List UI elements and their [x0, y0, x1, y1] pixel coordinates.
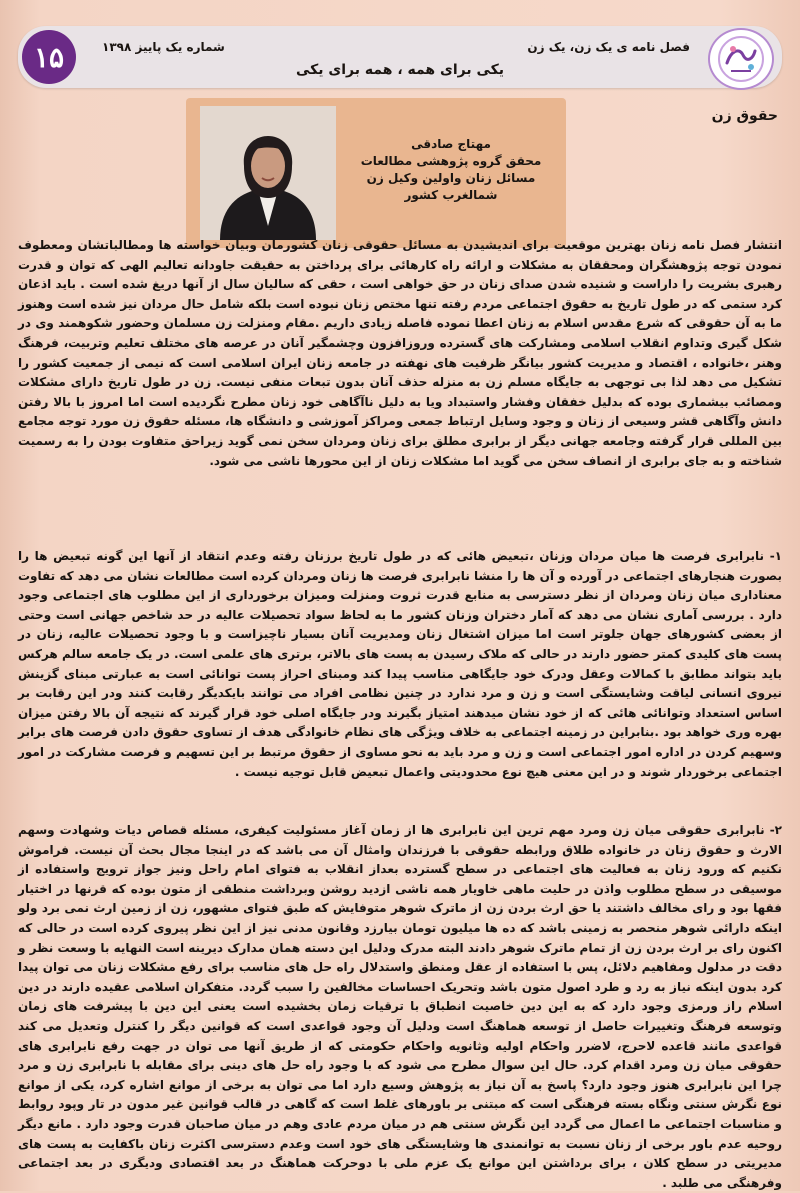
author-credits [346, 136, 556, 204]
author-portrait-icon [200, 106, 336, 240]
magazine-logo [708, 28, 774, 90]
author-box [186, 98, 566, 248]
paragraph-opportunity-inequality: ۱- نابرابری فرصت ها میان مردان وزنان ،تبعیض هائی که در طول تاریخ برزنان رفته وعدم انتقاد از آنها این گونه تبعیض ها را بصورت هنجارهای اجتماعی در آورده و آن ها را منشا نابرابری فرصت ها زنان ومردان کرده است مطالعات نشان می دهد که تفاوت معناداری میان زنان ومردان از نظر دسترسی به منابع قدرت ثروت ومنزلت ومیزان برخورداری از این مطلوب های اجتماعی وجود دارد . بررسی آماری نشان می دهد که آمار دختران وزنان کشور ما به لحاظ سواد تحصیلات عالیه در حد شاخص جهانی است وحتی از بعضی کشورهای جهان جلوتر است اما میزان اشتغال زنان ومدیریت آنان بسیار ناچیزاست و با وجود تحصیلات عالیه، زنان در پست های کلیدی کمتر حضور دارند در حالی که ملاک رسیدن به پست های بالاتر، برتری های علمی است. در یک جامعه سالم هرکس باید بتواند مطابق با کمالات وعقل ودرک خود جایگاهی مناسب پیدا کند ومبنای احراز پست توانائی است به عبارتی مبنای گزینش نیروی انسانی لیاقت وشایستگی است و زن و مرد ندارد در چنین نظامی افراد می توانند بایکدیگر رقابت کنند ودر این رقابت بر اساس استعداد وتوانائی هائی که از خود نشان میدهند امتیاز بگیرند ودر جایگاه اصلی خود قرار گیرند که نتیجه آن بالا رفتن میزان بهره وری خواهد بود .بنابراین در زمینه اجتماعی به خلاف ویژگی های نظام خانوادگی هدف از تساوی حقوق دادن فرصت های برابر وسهیم کردن در اداره امور اجتماعی است و زن و مرد باید به نحو مساوی از حقوق مرتبط بر این تسهیم و فرصت مشارکت در امور اجتماعی برخوردار شوند و در این معنی هیچ نوع محدودیتی واعمال تبعیض قابل توجیه نیست . [18, 549, 782, 779]
logo-icon [713, 33, 769, 85]
author-role-line1: محقق گروه پژوهشی مطالعات [360, 154, 542, 168]
page-header [18, 26, 782, 88]
page-number: ۱۵ [22, 30, 76, 84]
paragraph-legal-inequality: ۲- نابرابری حقوقی میان زن ومرد مهم ترین این نابرابری ها از زمان آغاز مسئولیت کیفری، مسئله قصاص دیات وشهادت وسهم الارث و حقوق زنان در خانواده طلاق ورابطه حقوقی با فرزندان وامثال آن می باشد که در اینجا مجال بحث آن نیست. فراموش نکنیم که ورود زنان به فعالیت های اجتماعی در سطح گسترده بعداز انقلاب به فتوای امام راحل ونیز جواز ترویج واستفاده از موسیقی در سطح مطلوب واذن در حلیت ماهی خاویار همه ناشی ازدید روشن وبرداشت منطقی از متون بوده که قرنها در اختیار فقها بود و رای مخالف داشتند یا حق ارث بردن زن از ماترک شوهر متوفایش که طبق فتوای مشهور، زن از زمین ارث نمی برد ولو اینکه دارائی شوهر منحصر به زمینی باشد که ده ها میلیون تومان بیارزد وقانون مدنی نیز از این نظر پیروی کرده است در حالی که اکنون رای بر ارث بردن زن از تمام ماترک شوهر دادند البته مدرک ودلیل این دسته همان مدارک دیرینه است النهایه با وسعت نظر و دقت در مدلول ومفاهیم دلائل، پس با استفاده از عقل ومنطق واستدلال راه حل های مناسب برای رفع مشکلات زنان می توان پیدا کرد بدون اینکه نیاز به رد و طرد اصول متون باشد وتحریک احساسات مخالفین را سبب گردد. متفکران اسلامی عقیده دارند در دین اسلام راز ورمزی وجود دارد که به این دین خاصیت انطباق با ترقیات زمان بخشیده است یعنی این دین با پیشرفت های زمان وتوسعه فرهنگ وتغییرات حاصل از توسعه هماهنگ است ودلیل آن وجود قواعدی است که قوانین دیگر را کنترل وتعدیل می کند قواعدی مانند قاعده لاحرج، لاضرر واحکام اولیه وثانویه واحکام حکومتی که از طریق آنها می توان در جهت رفع نابرابری های حقوقی میان زن ومرد اقدام کرد. حال این سوال مطرح می شود که با وجود راه حل های دینی برای مقابله با نابرابری زن و مرد چرا این نابرابری هنوز وجود دارد؟ پاسخ به آن نیاز به پژوهش وسیع دارد اما می توان به برخی از موانع اشاره کرد، یکی از موانع نوع نگرش سنتی ونگاه بسته فرهنگی است که مبتنی بر باورهای غلط است که گاهی در قالب قوانین غیر مدون در تار وپود روابط و مناسبات اجتماعی ما اعمال می گردد این نگرش سنتی هم در میان مردم عادی وهم در میان صاحبان قدرت وجود دارد . مانع دیگر روحیه عدم باور برخی از زنان نسبت به توانمندی ها وشایستگی های خود است وعدم دسترسی اکثرت زنان باکفایت به پست های مدیریتی در سطح کلان ، برای برداشتن این موانع یک عزم ملی با دوحرکت هماهنگ در بعد اقتصادی ودیگری در بعد اجتماعی وفرهنگی می طلبد . [18, 823, 782, 1190]
section-title: حقوق زن [711, 108, 778, 124]
issue-label: شماره یک پاییز ۱۳۹۸ [102, 40, 225, 54]
header-slogan: یکی برای همه ، همه برای یکی [295, 62, 505, 78]
author-photo [200, 106, 336, 240]
author-role-line3: شمالغرب کشور [404, 188, 498, 202]
paragraph-intro: انتشار فصل نامه زنان بهترین موقعیت برای اندیشیدن به مسائل حقوقی زنان کشورمان وبیان خواسته ها ومطالباتشان ومعطوف نمودن توجه پژوهشگران ومحققان به مشکلات و ارائه راه کارهائی برای پرداختن به حقیقت جاودانه تعالیم الهی که توان و قدرت رهبری بشریت را داراست و شنیده شدن صدای زنان در حق خواهی است ، حقی که سالیان سال از آنها دریغ شده است . باید اذعان کرد ستمی که در طول تاریخ به حقوق اجتماعی مردم رفته تنها مختص زنان نبوده است بلکه شامل حال مردان نیز شده است وهنوز ما به آن حقوقی که شرع مقدس اسلام به زنان اعطا نموده فاصله زیادی داریم .مقام ومنزلت زن مسلمان وحضور شکوهمند وی در شکل گیری وتداوم انقلاب اسلامی ومشارکت های گسترده وروزافزون وچشمگیر آنان در عرصه های مختلف تعلیم وتربیت، فرهنگ وهنر ،خانواده ، اقتصاد و مدیریت کشور بیانگر ظرفیت های نهفته در جامعه زنان ایران اسلامی است که نیمی از جمعیت کشور را تشکیل می دهد لذا بی توجهی به جایگاه مسلم زن به منزله حذف آنان بدون تبعات منفی نیست. زن در طول تاریخ دارای مشکلات ومصائب بیشماری بوده که بدلیل خفقان وفشار واستبداد ویا به دلیل ناآگاهی خود زنان مطرح نگردیده است اما امروز با بالا رفتن دانش وآگاهی قشر وسیعی از زنان و وجود وسایل ارتباط جمعی ومراکز آموزشی و دانشگاه ها، مسئله حقوق زن مورد توجه مجامع بین المللی قرار گرفته وجامعه جهانی دیگر از برابری مطلق برای زنان ومردان سخن نمی گوید زیراحق متفاوت بودن را به رسمیت شناخته و به جای برابری از انصاف سخن می گوید اما مشکلات زنان از این محورها ناشی می شود. [18, 238, 782, 468]
author-role-line2: مسائل زنان واولین وکیل زن [366, 171, 536, 185]
magazine-title: فصل نامه ی یک زن، یک زن [527, 40, 690, 54]
author-name: مهتاج صادقی [411, 137, 491, 151]
